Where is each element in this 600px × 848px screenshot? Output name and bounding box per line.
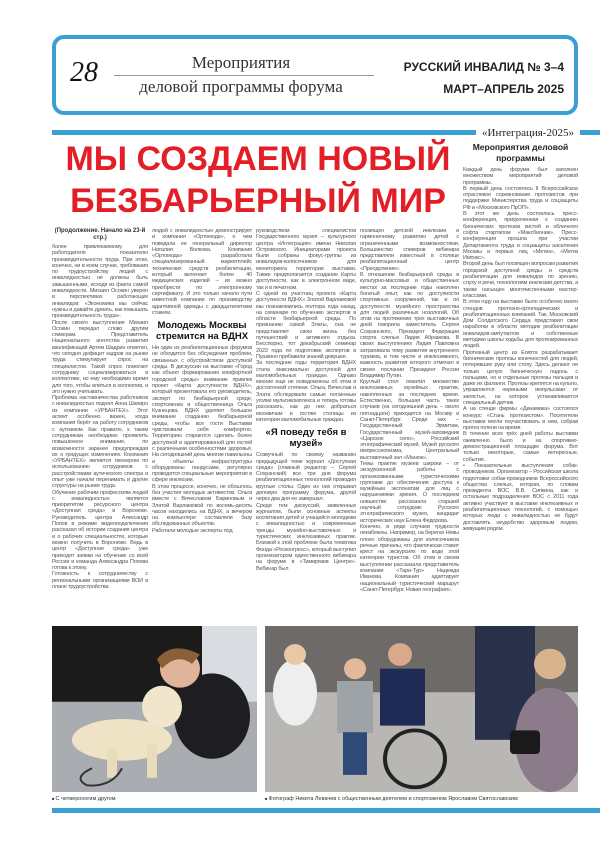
paragraph: Ни один из реабилитационных форумов не обходится без обсуждения проблем, связанных с обустройством доступной среды. В дискуссии на выставке «Город как объект формирования комфортной городской среды» внимание привлек проект «Карта доступности ВДНХ», который презентовала его руководитель, эксперт по безбарьерной среде, спортсменка и общественница Ольга Кузнецова. ВДНХ уделяет большое внимание созданию безбарьерной среды, чтобы все гости Выставки чувствовали себя комфортно. Территорию стараются сделать более доступной и адаптированной для гостей с различными особенностями здоровья. На сегодняшний день многие павильоны и объекты инфраструктуры оборудованы пандусами, регулярно проводятся специальные мероприятия в сфере инклюзии. [152, 345, 252, 484]
sidebar-title: Мероприятия деловой программы [472, 142, 569, 163]
header-divider [114, 75, 374, 76]
page-header [52, 35, 578, 115]
top-rule-right [580, 130, 600, 135]
paragraph: более привлекаемому для работодателя показателю производительности труда. При этом, конечно, ни в коем случае, требования по трудоустройству людей с инвалидностью не должны быть завышенными, исходя из факта самой инвалидности. Михаил Осокин уверен в перспективах работающих инвалидов: «Экономика мы сейчас нужны и давайте думать, как повышать производительность труда». [52, 244, 148, 320]
article-column-3 [256, 228, 356, 572]
paragraph: людей с инвалидностью демонстрирует и компания «Ортомода», о чем поведала ее генеральный директор Наталия Волкова. Компания «Ортомода» разработала специализированный маркетплейс технических средств реабилитации, который включает более 40 медицинских изделий – их можно приобрести по электронному сертификату. И это только начало пути известной компании по производству адаптивной одежды с двадцатилетним стажем. [152, 228, 252, 316]
paragraph: Работали молодые эксперты под [152, 527, 233, 534]
bottom-rule [52, 808, 600, 813]
page-number: 28 [70, 57, 98, 88]
photo-caption: ■ С четвероногим другом [52, 796, 116, 802]
paragraph: Обучение рабочим профессиям людей с инвалидностью является приоритетом ресурсного центра «Доступная среда» в Воронеже. Руководитель центра Александр Попов в режиме видеоподключения рассказал об истории создания центра и о рабочих специальностях, которые можно получить в Воронеже. Ведь в центр «Доступная среда» уже приходят заявки на обучение со всей России и команда Александра Попова готова к этому. [52, 489, 148, 572]
subheading: Молодежь Москвы стремится на ВДНХ [155, 320, 249, 343]
paragraph: Конечно, в ряде случаев трудности неизбежны. Например, на берегах Невы плохо оборудованы для колясочников речные причалы, что фактически ставит крест на экскурсиях по воде этой категории туристов. Об этом в своем выступлении рассказала представитель компании «Тари-Тур» Надежда Иванова. Компания адаптирует национальный туристический маршрут «Санкт-Петербург. Новая география». [360, 523, 459, 593]
paragraph: Созвучный по своему названию предыдущей теме журнал «Доступная среда» (главный редактор – Сергей Сохранский) все три дня форума реабилитационных технологий проводил круглые столы. Один из них открывал деловую программу форума, другой через два дня ее завершал. [256, 452, 356, 503]
section-title-line2: деловой программы форума [139, 77, 343, 96]
paragraph: Каждый день форума был заполнен множеством мероприятий деловой программы. [463, 167, 578, 186]
paragraph: Круглый стол охватил множество инклюзивных музейных практик, накопленных за последнее время. Естественно, большая часть таких случаев (на сегодняшний день – около пятнадцати) приходится на Москву и Санкт-Петербург. Среди них – Государственный Эрмитаж, Государственный музей-заповедник «Царское село», Российский этнографический музей, Музей русского импрессионизма, Центральный выставочный зал «Манеж». [360, 379, 459, 461]
headline [54, 138, 462, 222]
photo-forum-visitors-icon [265, 626, 578, 792]
rubric: «Интеграция-2025» [482, 127, 574, 139]
article-column-2 [152, 228, 252, 534]
paragraph: После своего выступления Михаил Осокин передал слово другим спикерам. Представитель Национального агентства развития квалификаций Артем Шадрин отметил, что сегодня дефицит кадров на рынке труда стимулирует спрос на специалистов. Такой спрос помогает сотруднику социализироваться в коллективе, но ему необходимо время для того, чтобы влиться в коллектив, и это нужно учитывать. [52, 319, 148, 395]
article-column-4 [360, 228, 459, 593]
paper-masthead [404, 56, 564, 100]
paragraph: посвящен детской инклюзии и гармоничному развитию детей с ограниченными возможностями. Большинство спикеров вебинара представляли известный в столице реабилитационный центр «Преодоление». [360, 228, 459, 272]
photo-forum-visitors [265, 626, 578, 792]
paragraph: • Показательные выступления собак-проводников. Организатор – Российская школа подготовки собак-проводников Всероссийского общества слепых, которая, по словам президента ВОС В.В. Сипкина, как и остальные подразделения ВОС с 2011 года активно участвует в выставке инклюзивных и реабилитационных технологий, с помощью которых люди с инвалидностью не будут доставлять неудобство здоровым людям, живущим рядом. [463, 462, 578, 532]
paragraph: С одной из участниц проекта «Карта доступности ВДНХ» Златой Варламовой мы познакомились полтора года назад, на семинаре по обучению экспертов в области безбарьерной среды. По признанию самой Златы, она не представляет свою жизнь без путешествий и активного отдыха. Бесспорно, тот декабрьский семинар 2023 года по подготовке экспертов в Пушкино прибавили знаний девушке. [256, 290, 356, 360]
headline-line1: МЫ СОЗДАЕМ НОВЫЙ [65, 140, 451, 178]
paragraph: В отношении безбарьерной среды в культурно-массовых и общественных местах за последние годы накоплен богатый опыт, как по доступности спортивных сооружений, так и по доступности музейного пространства для людей различных нозологий. Об этом на протяжении трех выставочных дней говорила заместитель Сергея Сохранского, Президент Федерации спорта слепых Лидия Абрамова. В своих выступлениях Лидия Павловна затрагивала тему развития внутреннего туризма, в том числе и инклюзивного, важность развития которого отмечал в своем послании Президент России Владимир Путин. [360, 272, 459, 379]
paragraph: Второй день был посвящен вопросам развития городской доступной среды и средств реабилитации для инвалидов по зрению, слуху и речи, технологиям инклюзии детства, а также насыщен многочисленными мастер-классами. [463, 261, 578, 299]
paragraph: В этом процессе, конечно, не обошлось без участия молодых активистов. Ольга вместе с Вячеславом Бариновым и Златой Варламовой по восемь-десять часов находились на ВДНХ, а вечером на компьютере составляли базу обследованных объектов. [152, 483, 252, 528]
paragraph: руководством специалистов Государственного музея – культурного центра «Интеграция» имени Николая Островского. Инициаторами проекта были собраны фокус-группы из инвалидов-колясочников для мониторинга территории выставки. Также предполагается создание Карты доступности, как в электронном виде, так и в печатном. [256, 228, 356, 291]
paragraph: Темы практик музеев широки – от экскурсионной работы с организованными туристическими группами до обеспечения доступа к музейным экспонатам для лиц с нарушениями зрения. О последнем новшестве рассказала старший научный сотрудник Русского этнографического музея, кандидат исторических наук Елена Федорова. [360, 460, 459, 524]
article-column-1 [52, 228, 148, 590]
photo-caption: ■ Фотограф Никита Левачев с общественным деятелем и спортсменом Ярославом Святославским [265, 796, 518, 802]
subheading: «Я поведу тебя в музей» [265, 427, 347, 450]
photo-boy-with-dog [52, 626, 257, 792]
section-title-line1: Мероприятия [191, 53, 291, 72]
headline-line2: БЕЗБАРЬЕРНЫЙ МИР [70, 182, 446, 220]
sidebar-column [463, 140, 578, 532]
paragraph: Среди тем дискуссий, заявленных журналом, были основные аспекты воспитания детей и учащейся молодежи с инвалидностью и современные тренды музейно-выставочных и туристических инклюзивных практик. Близкой к этой проблеме была тематика Фонда «Росконгресс», который выступил организатором единственного вебинара на форуме в «Тимирязев Центре». Вебинар был [256, 502, 356, 572]
paragraph: Проблема наставничества работников с инвалидностью поднял Анна Шапиро из компании «УРБАНТЕХ». Этот аспект особенно важен, когда компания берёт на работу сотрудников с аутизмом. Как правило, к таким сотрудникам необходимо проявлять повышенное внимание, по возможности заранее предупреждая их о грядущих изменениях. Компания «УРБАНТЕХ» является пионером по использованию сотрудников с расстройствами аутического спектра и опыт уже начали перенимать и другие структуры на рынке труда. [52, 395, 148, 490]
paragraph: Готовность к сотрудничеству с региональными организациями ВОИ в плане трудоустройства [52, 571, 148, 591]
paragraph: В этом году на выставке было особенно много стендов протезно-ортопедических и реабилитационных компаний. Так, Московский Дом Солдатского Сердца представил свои наработки в области методик реабилитации инвалидов-ампутантов и собственные методики школы ходьбы для протезированных людей. [463, 299, 578, 350]
paragraph: Протезный центр из Египта разрабатывает бионические протезы конечностей для людей, потерявших руку или стопу. Здесь делают не только целую бионическую ладонь с пальцами, но и отдельные протезы пальцев и даже их фаланги. Протезы крепятся на культю, управляются нервными импульсами от запястья, на которое устанавливается специальный датчик. [463, 349, 578, 406]
photo-boy-with-dog-icon [52, 626, 257, 792]
top-rule-left [52, 130, 476, 135]
paragraph: В первый день состоялось II Всероссийское отраслевое соревнование протезистов при поддержке Министерства труда и соцзащиты РФ и «Московского ПрОП». [463, 185, 578, 211]
paragraph: За последние годы территория ВДНХ стала максимально доступной для маломобильных граждан. Однако многие еще не осведомлены об этом в достаточной степени. Ольга, Вячеслав и Злата обследовали самые потаенные уголки мультикомплекса и теперь готовы рассказать, как до них добраться москвичам и гостям столицы из категории маломобильных граждан. [256, 360, 356, 423]
continued-note: (Продолжение. Начало на 23-й стр.) [54, 228, 146, 241]
issue-date: МАРТ–АПРЕЛЬ 2025 [443, 82, 564, 96]
paragraph: В течение всех трёх дней работы выставки оживленно было и на спортивно-демонстрационной площадке форума. Вот только некоторые, самые интересные, события. [463, 431, 578, 463]
paragraph: В этот же день состоялась пресс-конференция, приуроченная к созданию бионических протезов кистей и облачного софта стартапом «Максбионик». Пресс-конференция прошла при участии Департамента труда и соцзащиты населения Москвы и первых лиц «Метиз», «Метиз Импэкс». [463, 211, 578, 262]
paragraph: А на стенде фирмы «Динамика» состоялся конкурс «Стань протезистом». Посетители выставки могли поучаствовать в нем, собрав протез голени на время. [463, 406, 578, 432]
paper-title: РУССКИЙ ИНВАЛИД № 3–4 [403, 60, 564, 74]
